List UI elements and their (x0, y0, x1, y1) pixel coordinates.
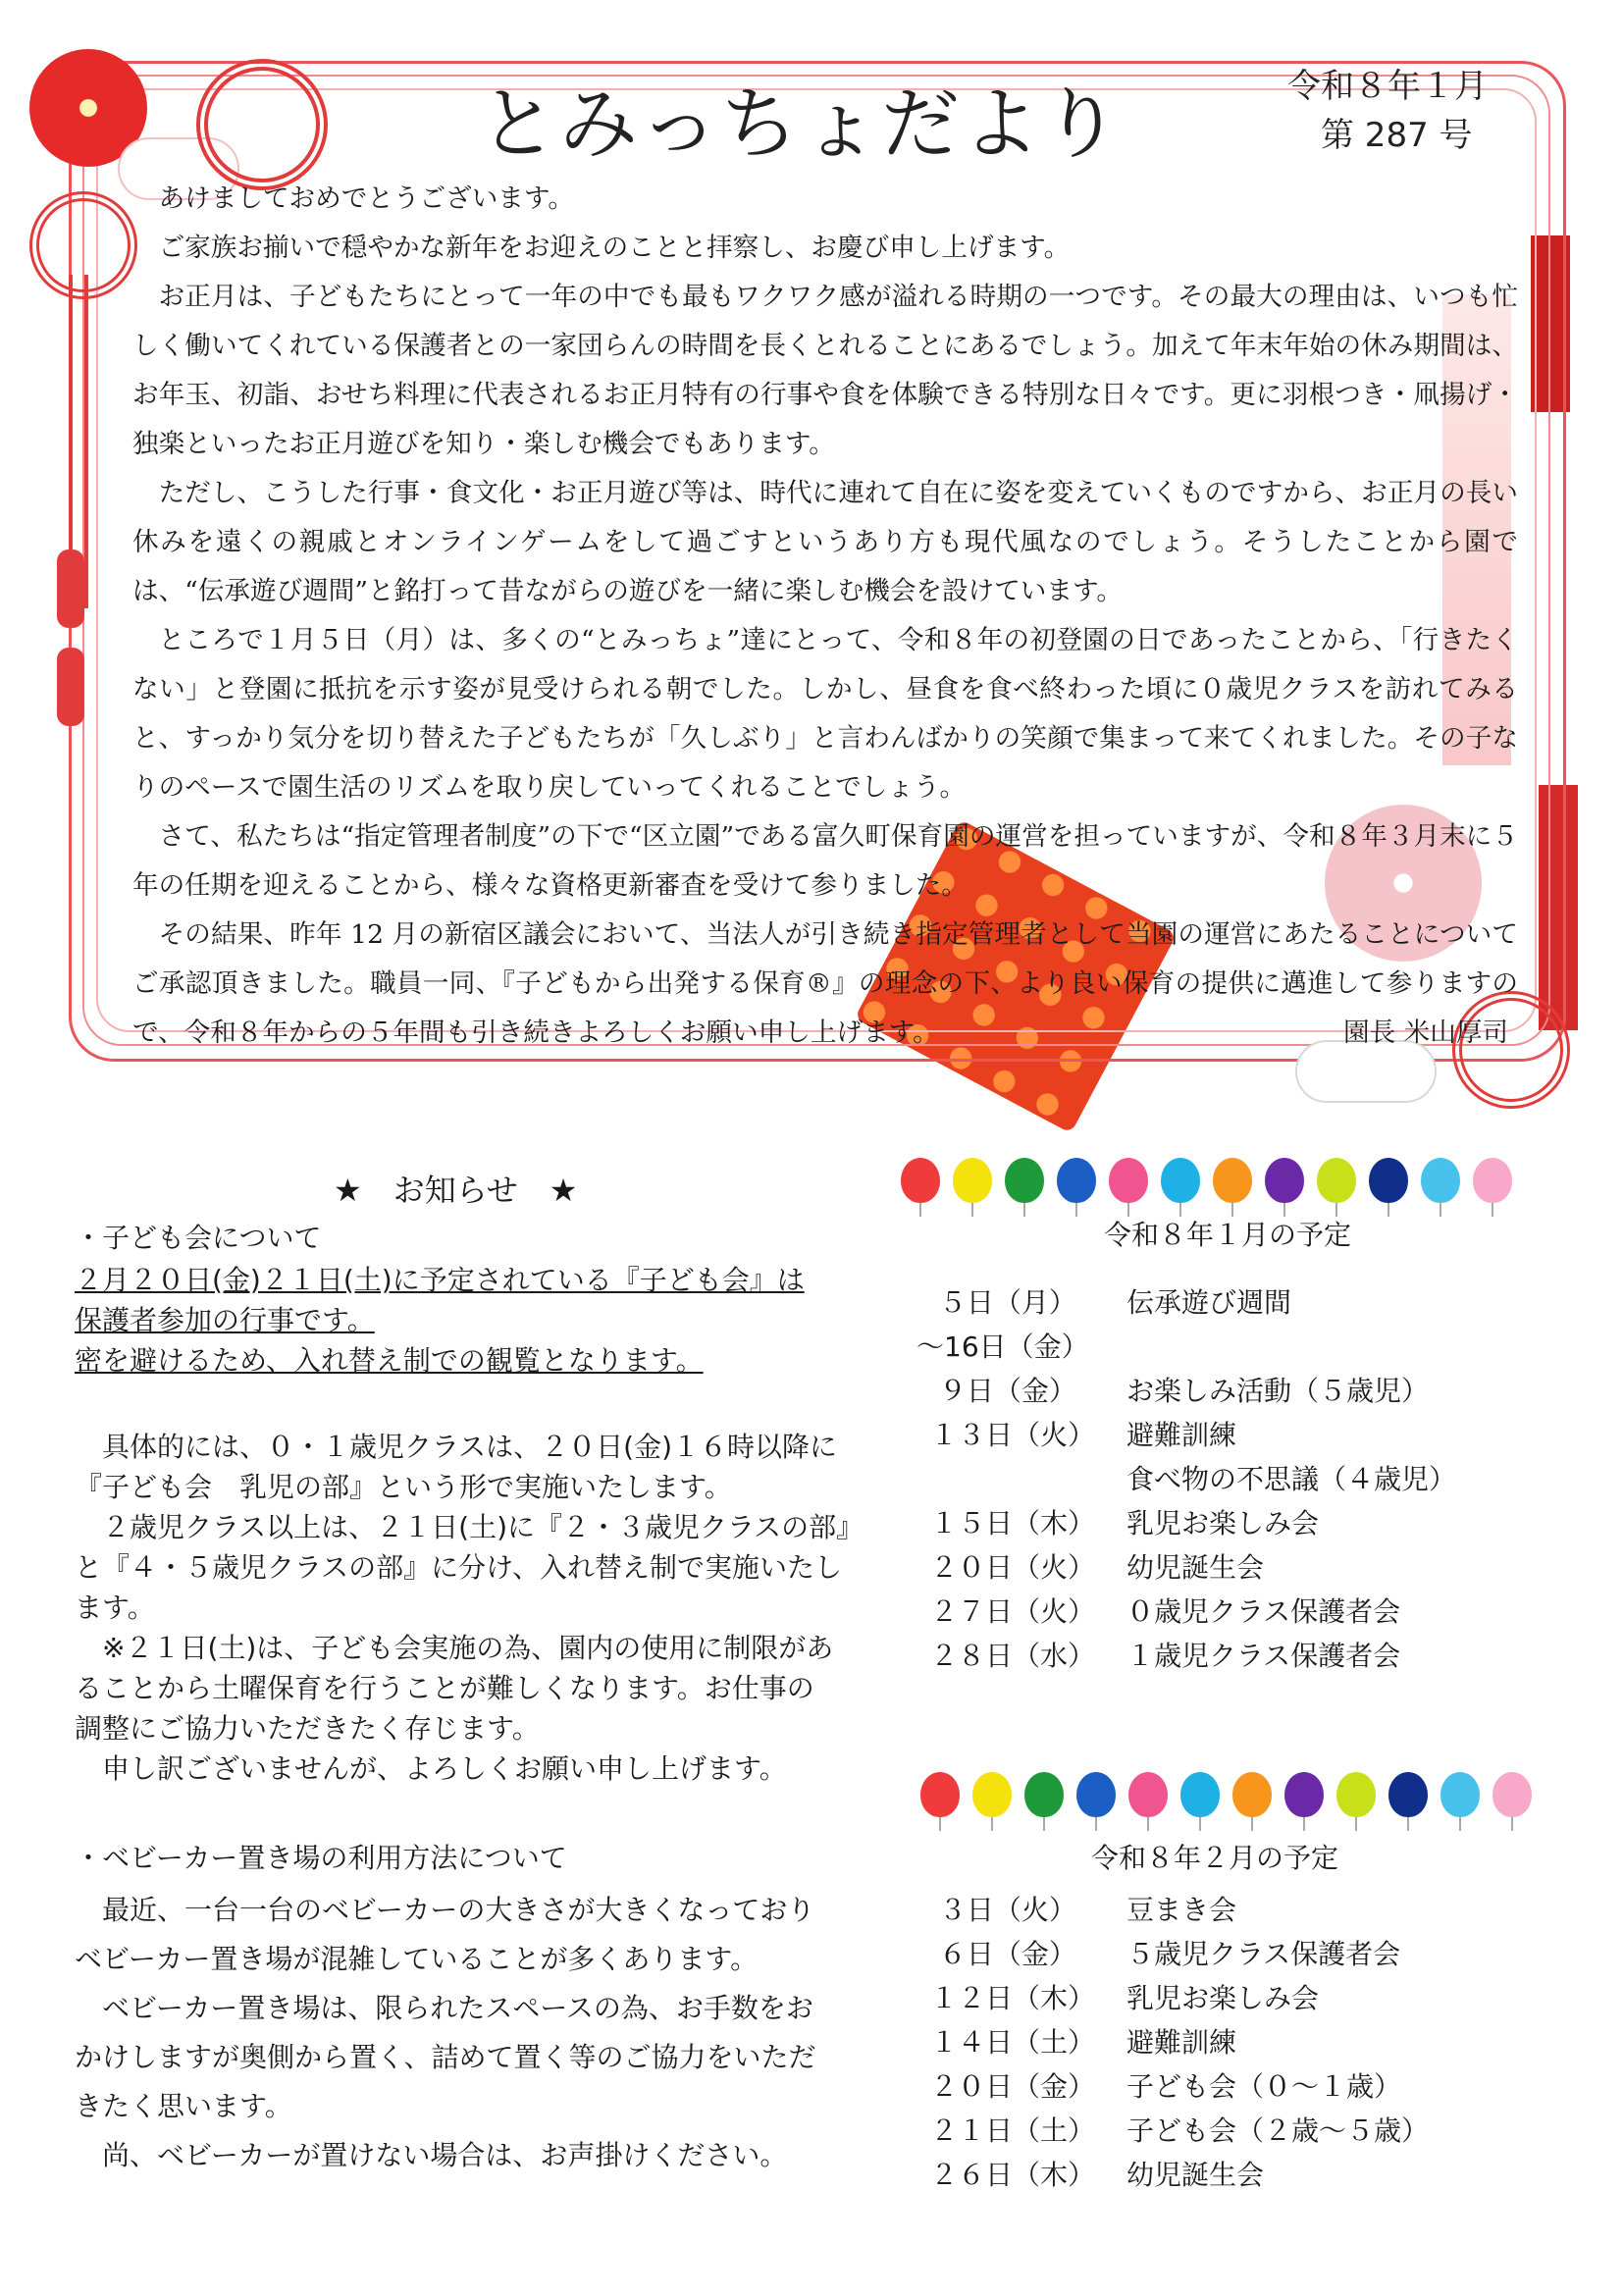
notice-line: ベビーカー置き場が混雑していることが多くあります。 (75, 1943, 759, 1975)
schedule-date: ２０日（火） (930, 1551, 1096, 1584)
kids-event-heading: ・子ども会について (75, 1222, 322, 1254)
schedule-date: １４日（土） (930, 2026, 1096, 2059)
kids-event-details (75, 1427, 864, 1789)
balloon-icon (972, 1772, 1012, 1817)
schedule-event: ０歳児クラス保護者会 (1126, 1595, 1401, 1628)
notice-line: きたく思います。 (75, 2090, 292, 2122)
schedule-event: お楽しみ活動（５歳児） (1126, 1375, 1430, 1407)
schedule-date: ２６日（木） (930, 2159, 1096, 2191)
schedule-row (930, 1370, 1539, 1414)
schedule-date: １２日（木） (930, 1982, 1096, 2014)
schedule-row (930, 2065, 1539, 2110)
balloon-icon (1232, 1772, 1272, 1817)
balloon-icon (953, 1158, 992, 1203)
balloon-icon (1369, 1158, 1408, 1203)
principal-signature: 園長 米山厚司 (1342, 1018, 1508, 1048)
schedule-row (930, 1977, 1539, 2021)
newsletter-title: とみっちょだより (479, 78, 1123, 170)
mizuhiki-knot-icon (29, 191, 137, 299)
greeting-paragraph-text: その結果、昨年 12 月の新宿区議会において、当法人が引き続き指定管理者として当園の運営にあたることについてご承認頂きました。職員一同、『子どもから出発する保育®』の理念の下、より良い保育の提供に邁進して参りますので、令和８年からの５年間も引き続きよろしくお願い申し上げます。 (132, 919, 1518, 1048)
schedule-row (930, 1591, 1539, 1635)
highlight-line: 保護者参加の行事です。 (75, 1304, 375, 1336)
balloon-icon (1388, 1772, 1428, 1817)
notices-heading: ★ お知らせ ★ (334, 1172, 578, 1209)
mizuhiki-knot-icon (196, 59, 328, 190)
schedule-row (930, 2154, 1539, 2198)
february-schedule-title: 令和８年２月の予定 (1091, 1842, 1339, 1874)
january-schedule (916, 1281, 1539, 1679)
notice-line: かけしますが奥側から置く、詰めて置く等のご協力をいただ (75, 2041, 816, 2073)
schedule-row (930, 1889, 1539, 1933)
greeting-paragraph: ただし、こうした行事・食文化・お正月遊び等は、時代に連れて自在に姿を変えていくものですから、お正月の長い休みを遠くの親戚とオンラインゲームをして過ごすというあり方も現代風なのでしょう。そうしたことから園では、“伝承遊び週間”と銘打って昔ながらの遊びを一緒に楽しむ機会を設けています。 (132, 478, 1518, 606)
schedule-date: ２０日（金） (930, 2070, 1096, 2103)
schedule-event: 子ども会（２歳～５歳） (1126, 2114, 1430, 2147)
balloon-icon (1128, 1772, 1168, 1817)
schedule-event: 伝承遊び週間 (1126, 1286, 1292, 1319)
balloon-icon (1024, 1772, 1064, 1817)
issue-date: 令和８年１月 (1287, 67, 1488, 106)
schedule-row (916, 1326, 1539, 1370)
schedule-event: １歳児クラス保護者会 (1126, 1640, 1401, 1672)
schedule-event: 避難訓練 (1126, 2026, 1237, 2059)
notice-line: 申し訳ございませんが、よろしくお願い申し上げます。 (75, 1752, 787, 1785)
schedule-row (930, 1458, 1539, 1502)
schedule-event: 子ども会（０～１歳） (1126, 2070, 1402, 2103)
balloon-icon (1492, 1772, 1532, 1817)
schedule-row (930, 2021, 1539, 2065)
balloon-row-icon (920, 1772, 1532, 1817)
greeting-paragraph: お正月は、子どもたちにとって一年の中でも最もワクワク感が溢れる時期の一つです。その最大の理由は、いつも忙しく働いてくれている保護者との一家団らんの時間を長くとれることにあるでしょう。加えて年末年始の休み期間は、お年玉、初詣、おせち料理に代表されるお正月特有の行事や食を体験できる特別な日々です。更に羽根つき・凧揚げ・独楽といったお正月遊びを知り・楽しむ機会でもあります。 (132, 282, 1518, 459)
balloon-icon (1180, 1772, 1220, 1817)
schedule-date: １５日（木） (930, 1507, 1096, 1539)
tassel-cord (84, 275, 88, 608)
schedule-event: 乳児お楽しみ会 (1126, 1982, 1320, 2014)
schedule-row (930, 1635, 1539, 1679)
balloon-icon (1005, 1158, 1044, 1203)
schedule-date: ２８日（水） (930, 1640, 1096, 1672)
stroller-heading: ・ベビーカー置き場の利用方法について (75, 1842, 567, 1874)
notice-line: 尚、ベビーカーが置けない場合は、お声掛けください。 (75, 2139, 788, 2171)
balloon-icon (1057, 1158, 1096, 1203)
greeting-paragraph: ご家族お揃いで穏やかな新年をお迎えのことと拝察し、お慶び申し上げます。 (158, 233, 1071, 263)
tassel-icon (57, 549, 84, 628)
notice-line: ベビーカー置き場は、限られたスペースの為、お手数をお (75, 1992, 813, 2024)
balloon-icon (1473, 1158, 1512, 1203)
january-schedule-title: 令和８年１月の予定 (1104, 1219, 1352, 1251)
schedule-date: ２１日（土） (930, 2114, 1096, 2147)
schedule-event: 幼児誕生会 (1126, 2159, 1265, 2191)
schedule-event: 乳児お楽しみ会 (1126, 1507, 1320, 1539)
schedule-event: 食べ物の不思議（４歳児） (1126, 1463, 1457, 1495)
schedule-date: ～16日（金） (916, 1331, 1089, 1363)
february-schedule (930, 1889, 1539, 2198)
notice-line: 『子ども会 乳児の部』という形で実施いたします。 (75, 1471, 732, 1503)
highlight-line: 密を避けるため、入れ替え制での観覧となります。 (75, 1344, 704, 1377)
greeting-paragraph (132, 911, 1518, 1058)
greeting-paragraph: ところで１月５日（月）は、多くの“とみっちょ”達にとって、令和８年の初登園の日であったことから、「行きたくない」と登園に抵抗を示す姿が見受けられる朝でした。しかし、昼食を食べ終わった頃に０歳児クラスを訪れてみると、すっかり気分を切り替えた子どもたちが「久しぶり」と言わんばかりの笑顔で集まって来てくれました。その子なりのペースで園生活のリズムを取り戻していってくれることでしょう。 (132, 625, 1518, 803)
new-year-greeting (132, 175, 1518, 1058)
schedule-date: ２７日（火） (930, 1595, 1096, 1628)
greeting-paragraph: さて、私たちは“指定管理者制度”の下で“区立園”である富久町保育園の運営を担っていますが、令和８年３月末に５年の任期を迎えることから、様々な資格更新審査を受けて参りました。 (132, 821, 1518, 901)
schedule-row (930, 1281, 1539, 1326)
balloon-icon (1284, 1772, 1324, 1817)
schedule-row (930, 1933, 1539, 1977)
balloon-icon (1440, 1772, 1480, 1817)
schedule-row (930, 1502, 1539, 1546)
notice-line: 調整にご協力いただきたく存じます。 (75, 1712, 540, 1745)
balloon-icon (920, 1772, 960, 1817)
schedule-date: １３日（火） (930, 1419, 1096, 1451)
notice-line: 最近、一台一台のベビーカーの大きさが大きくなっており (75, 1894, 815, 1926)
schedule-row (930, 2110, 1539, 2154)
schedule-row (930, 1546, 1539, 1591)
balloon-icon (901, 1158, 940, 1203)
notice-line: ます。 (75, 1592, 155, 1624)
notice-line: 具体的には、０・１歳児クラスは、２０日(金)１６時以降に (75, 1431, 838, 1463)
highlight-line: ２月２０日(金)２１日(土)に予定されている『子ども会』は (75, 1264, 805, 1296)
schedule-event: 豆まき会 (1126, 1894, 1237, 1926)
notice-line: ※２１日(土)は、子ども会実施の為、園内の使用に制限があ (75, 1632, 834, 1664)
schedule-event: 避難訓練 (1126, 1419, 1237, 1451)
notice-line: ることから土曜保育を行うことが難しくなります。お仕事の (75, 1672, 814, 1704)
schedule-row (930, 1414, 1539, 1458)
schedule-date: ５日（月） (930, 1286, 1076, 1319)
issue-number: 第 287 号 (1321, 116, 1473, 155)
kids-event-highlight (75, 1260, 860, 1381)
balloon-icon (1421, 1158, 1460, 1203)
tassel-icon (57, 648, 84, 726)
greeting-paragraph: あけましておめでとうございます。 (158, 183, 574, 214)
schedule-event: ５歳児クラス保護者会 (1126, 1938, 1401, 1970)
balloon-icon (1265, 1158, 1304, 1203)
schedule-date: ９日（金） (930, 1375, 1076, 1407)
balloon-row-icon (901, 1158, 1512, 1203)
notice-line: ２歳児クラス以上は、２１日(土)に『２・３歳児クラスの部』 (75, 1511, 864, 1543)
notice-line: と『４・５歳児クラスの部』に分け、入れ替え制で実施いたし (75, 1551, 843, 1584)
balloon-icon (1336, 1772, 1376, 1817)
schedule-event: 幼児誕生会 (1126, 1551, 1265, 1584)
stroller-details (75, 1886, 860, 2180)
balloon-icon (1076, 1772, 1116, 1817)
balloon-icon (1317, 1158, 1356, 1203)
balloon-icon (1109, 1158, 1148, 1203)
schedule-date: ６日（金） (930, 1938, 1076, 1970)
balloon-icon (1161, 1158, 1200, 1203)
schedule-date: ３日（火） (930, 1894, 1076, 1926)
balloon-icon (1213, 1158, 1252, 1203)
